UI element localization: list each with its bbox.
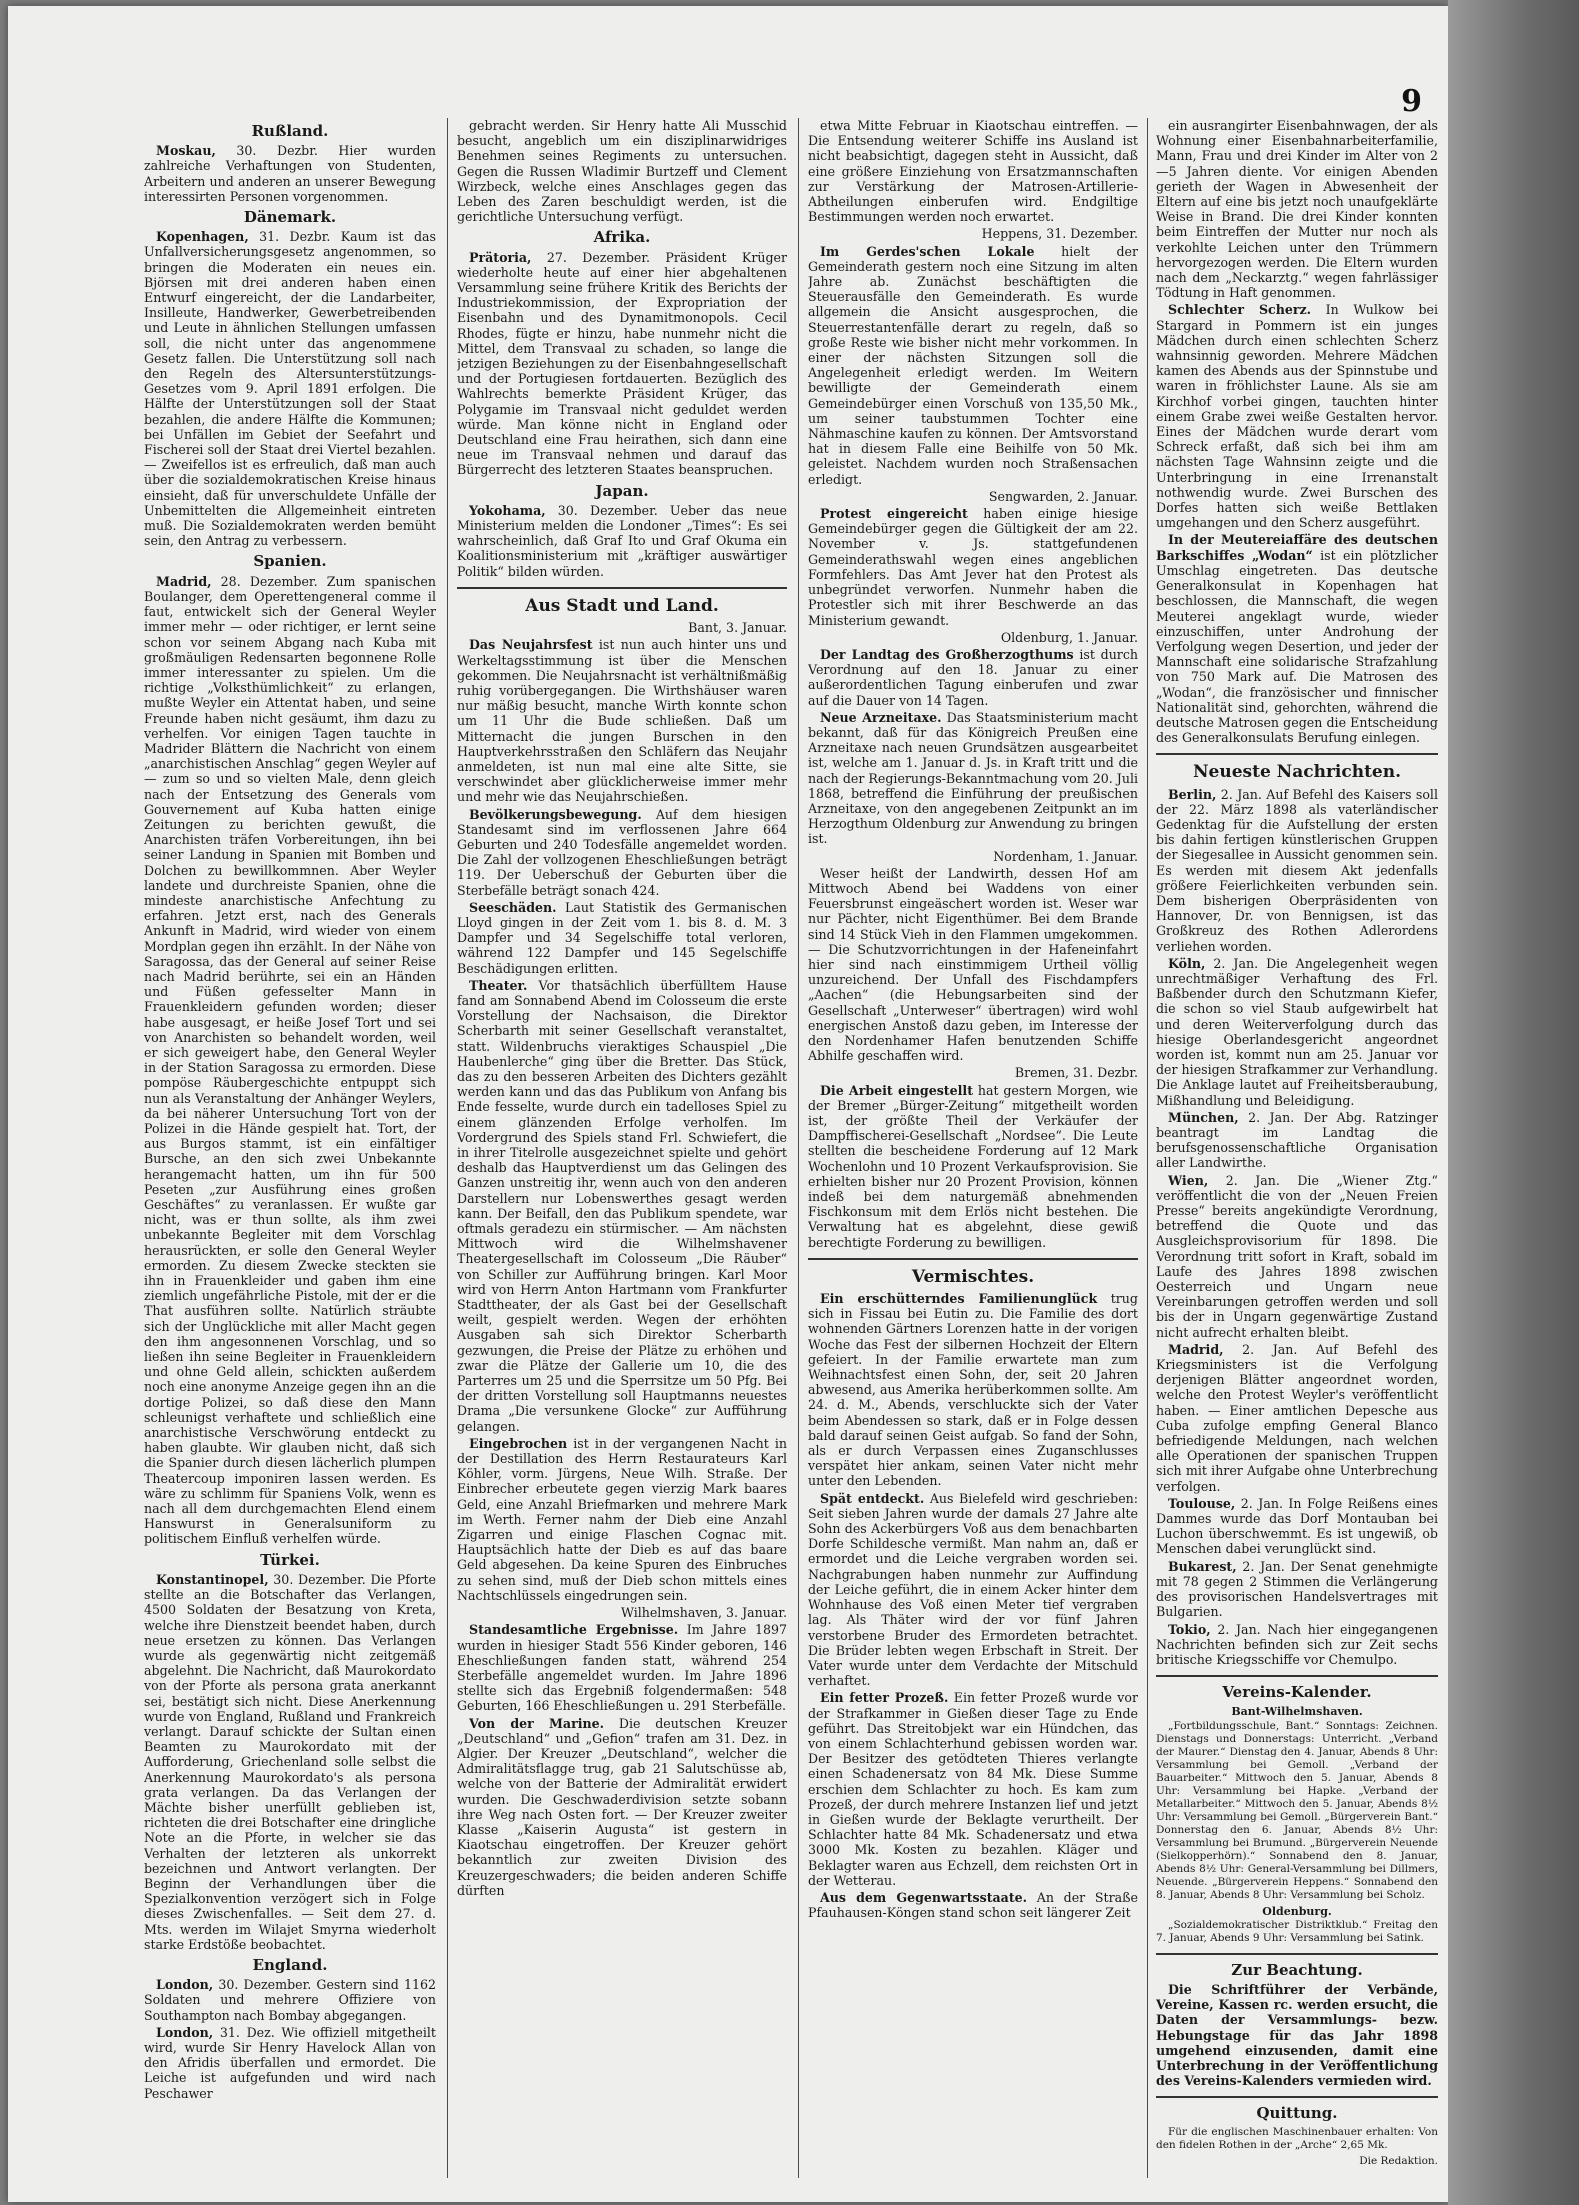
article-lead: Spät entdeckt.: [820, 1490, 925, 1506]
article-lead: Eingebrochen: [469, 1435, 568, 1451]
article-lead: London,: [156, 2024, 214, 2040]
article-lead: Das Neujahrsfest: [469, 637, 593, 653]
article-paragraph: [1156, 532, 1438, 745]
article-paragraph: [808, 244, 1138, 487]
article-lead: Konstantinopel,: [156, 1571, 269, 1587]
article-lead: Bukarest,: [1168, 1558, 1237, 1574]
article-text: Vor thatsächlich überfülltem Hause fand am Sonnabend Abend im Colosseum die erste Vorstellung der Nachsaison, die Direktor Scherbarth mit seiner Gesellschaft veranstaltet, statt. Wildenbruchs vieraktiges Schauspiel „Die Haubenlerche“ ging über die Bretter. Das Stück, das zu den besseren Arbeiten des Dichters gezählt werden kann und das das Publikum von Anfang bis Ende fesselte, wurde durch ein tadelloses Spiel zu einem glänzenden Erfolge verholfen. Im Vordergrund des Spiels stand Frl. Schwiefert, die in ihrer Titelrolle ausgezeichnet spielte und gehört deshalb das Hauptverdienst um das Gelingen des Ganzen unstreitig ihr, wenn auch von den anderen Darstellern nur Lobenswerthes gesagt werden kann. Der Beifall, den das Publikum spendete, war oftmals geradezu ein stürmischer. — Am nächsten Mittwoch wird die Wilhelmshavener Theatergesellschaft im Colosseum „Die Räuber“ von Schiller zur Aufführung bringen. Karl Moor wird von Herrn Anton Hartmann vom Frankfurter Stadttheater, der als Gast bei der Gesellschaft weilt, gespielt werden. Wegen der erhöhten Ausgaben sah sich Direktor Scherbarth gezwungen, die Preise der Plätze zu erhöhen und zwar die Plätze der Gallerie um 10, die des Parterres um 25 und die Sperrsitze um 50 Pfg. Bei der dritten Vorstellung soll Hauptmanns neuestes Drama „Die versunkene Glocke“ zur Aufführung gelangen.: [457, 977, 787, 1434]
article-text: Laut Statistik des Germanischen Lloyd gingen in der Zeit vom 1. bis 8. d. M. 3 Dampfer und 34 Segelschiffe total verloren, während 122 Dampfer und 145 Segelschiffe Beschädigungen erlitten.: [457, 899, 787, 976]
article-text: ist in der vergangenen Nacht in der Destillation des Herrn Restaurateurs Karl Köhler, vorm. Jürgens, Neue Wilh. Straße. Der Einbrecher erbeutete gegen vierzig Mark baares Geld, eine Anzahl Briefmarken und mehrere Mark im Werth. Ferner nahm der Dieb eine Anzahl Zigarren und einige Flaschen Cognac mit. Hauptsächlich hatte der Dieb es auf das baare Geld abgesehen. Da keine Spuren des Einbruches zu sehen sind, muß der Dieb schon mittels eines Nachtschlüssels eingedrungen sein.: [457, 1435, 787, 1603]
article-paragraph: [457, 978, 787, 1434]
article-paragraph: [457, 900, 787, 976]
article-paragraph: [457, 637, 787, 804]
article-text: 31. Dezbr. Kaum ist das Unfallversicherungsgesetz angenommen, so bringen die Moderaten ein neues ein. Björsen mit drei anderen haben einen Entwurf eingereicht, der die Landarbeiter, Insilleute, Handwerker, Gewerbetreibenden und Leute in ähnlichen Stellungen umfassen soll, die nicht unter das angenommene Gesetz fallen. Die Unterstützung soll nach den Regeln des Altersunterstützungs-Gesetzes vom 9. April 1891 erfolgen. Die Hälfte der Unterstützungen soll der Staat bezahlen, die andere Hälfte die Kommunen; bei Unfällen im Gebiet der Seefahrt und Fischerei soll der Staat drei Viertel bezahlen. — Zweifellos ist es erfreulich, daß man auch über die sozialdemokratischen Kreise hinaus einsieht, daß für unverschuldete Unfälle der Unbemittelten die Allgemeinheit eintreten muß. Die Sozialdemokraten werden bemüht sein, den Antrag zu verbessern.: [144, 229, 436, 549]
article-lead: Schlechter Scherz.: [1168, 302, 1312, 318]
dateline: Nordenham, 1. Januar.: [993, 848, 1138, 864]
section-heading: Aus Stadt und Land.: [525, 595, 719, 616]
dateline: Heppens, 31. Dezember.: [981, 226, 1138, 242]
article-text: 2. Jan. Die Angelegenheit wegen unrechtmäßiger Verhaftung des Frl. Baßbender durch den Schutzmann Kiefer, die schon so viel Staub aufgewirbelt hat und deren Weiterverfolgung durch das hiesige Oberlandesgericht angeordnet worden ist, kommt nun am 25. Januar vor der hiesigen Strafkammer zur Verhandlung. Die Anklage lautet auf Freiheitsberaubung, Mißhandlung und Beleidigung.: [1156, 955, 1438, 1108]
article-paragraph: [457, 1622, 787, 1713]
section-heading: Afrika.: [593, 228, 651, 247]
article-lead: Madrid,: [1168, 1341, 1224, 1357]
article-text: 2. Jan. Auf Befehl des Kriegsministers ist die Verfolgung derjenigen Blätter angeordnet worden, welche den Protest Weyler's veröffentlicht haben. — Einer amtlichen Depesche aus Cuba zufolge empfing General Blanco befriedigende Meldungen, nach welchen alle Operationen der spanischen Truppen sich mit ihrer Aufgabe ohne Unterbrechung verfolgen.: [1156, 1341, 1438, 1494]
column-divider: [798, 118, 799, 2178]
article-text: Das Staatsministerium macht bekannt, daß für das Königreich Preußen eine Arzneitaxe nach neuen Grundsätzen ausgearbeitet ist, welche am 1. Januar d. Js. in Kraft tritt und die nach der Regierungs-Bekanntmachung vom 20. Juli 1868, betreffend die Einführung der preußischen Arzneitaxe, von den angegebenen Zeitpunkt an im Herzogthum Oldenburg zur Anwendung zu bringen ist.: [808, 709, 1138, 847]
article-paragraph: [144, 229, 436, 548]
article-text: Im Jahre 1897 wurden in hiesiger Stadt 556 Kinder geboren, 146 Eheschließungen fanden statt, während 254 Sterbefälle angemeldet wurden. Im Jahre 1896 stellte sich das Ergebniß folgendermaßen: 548 Geburten, 166 Eheschließungen u. 291 Sterbefälle.: [457, 1622, 787, 1714]
article-lead: Neue Arzneitaxe.: [820, 709, 942, 725]
article-paragraph: [808, 710, 1138, 847]
article-lead: Von der Marine.: [469, 1715, 605, 1731]
article-lead: Der Landtag des Großherzogthums: [820, 646, 1074, 662]
article-paragraph: [144, 574, 436, 1547]
article-lead: München,: [1168, 1109, 1239, 1125]
article-text: Weser heißt der Landwirth, dessen Hof am Mittwoch Abend bei Waddens von einer Feuersbrunst eingeäschert worden ist. Weser war nur Pächter, nicht Eigenthümer. Bei dem Brande sind 14 Stück Vieh in den Flammen umgekommen. — Die Schutzvorrichtungen in der Hafeneinfahrt hier sind nach einstimmigem Urtheil völlig unzureichend. Der Unfall des Fischdampfers „Aachen“ (die Hebungsarbeiten sind der Gesellschaft „Unterweser“ übertragen) wird wohl energischen Anstoß dazu geben, im Interesse der den Nordenhamer Hafen benutzenden Schiffe Abhilfe geschaffen wird.: [808, 865, 1138, 1064]
column-1: [144, 118, 436, 2178]
article-text: In Wulkow bei Stargard in Pommern ist ein junges Mädchen durch einen schlechten Scherz wahnsinnig geworden. Mehrere Mädchen kamen des Abends aus der Spinnstube und waren in fröhlichster Laune. Als sie am Kirchhof vorbei gingen, tauchten hinter einem Grabe zwei weiße Gestalten hervor. Eines der Mädchen wurde derart vom Schreck erfaßt, daß sich bei ihm am nächsten Tage Wahnsinn zeigte und die Unterbringung in eine Irrenanstalt nothwendig wurde. Zwei Burschen des Dorfes hatten sich weiße Bettlaken umgehangen und den Scherz ausgeführt.: [1156, 302, 1438, 531]
column-3: [808, 118, 1138, 2178]
article-text: 30. Dezbr. Hier wurden zahlreiche Verhaftungen von Studenten, Arbeitern und anderen an unserer Bewegung interessirten Personen vorgenommen.: [144, 143, 436, 204]
article-text: gebracht werden. Sir Henry hatte Ali Musschid besucht, angeblich um ein disziplinarwidriges Benehmen seines Regiments zu untersuchen. Gegen die Russen Wladimir Burtzeff und Clement Wirzbeck, welche eines Anschlages gegen das Leben des Zaren beschuldigt werden, ist die gerichtliche Untersuchung verfügt.: [457, 118, 787, 225]
dateline: Wilhelmshaven, 3. Januar.: [620, 1605, 787, 1621]
small-print: „Fortbildungsschule, Bant.“ Sonntags: Zeichnen. Dienstags und Donnerstags: Unterricht. „Verband der Maurer.“ Dienstag den 4. Januar, Abends 8 Uhr: Versammlung bei Gemoll. „Verband der Bauarbeiter.“ Mittwoch den 5. Januar, Abends 8 Uhr: Versammlung bei Hapke. „Verband der Metallarbeiter.“ Mittwoch den 5. Januar, Abends 8½ Uhr: Versammlung bei Gemoll. „Bürgerverein Bant.“ Donnerstag den 6. Januar, Abends 8½ Uhr: Versammlung bei Brumund. „Bürgerverein Neuende (Sielkopperhörn).“ Sonnabend den 8. Januar, Abends 8½ Uhr: General-Versammlung bei Dillmers, Neuende. „Bürgerverein Heppens.“ Sonnabend den 8. Januar, Abends 8 Uhr: Versammlung bei Scholz.: [1156, 1719, 1438, 1901]
article-lead: Kopenhagen,: [156, 229, 249, 245]
article-lead: Im Gerdes'schen Lokale: [820, 243, 1035, 259]
article-paragraph: [457, 118, 787, 224]
article-paragraph: [1156, 1982, 1438, 2088]
article-lead: Köln,: [1168, 955, 1206, 971]
article-text: ist nun auch hinter uns und Werkeltagsstimmung ist über die Menschen gekommen. Die Neujahrsnacht ist verhältnißmäßig ruhig vorübergegangen. Die Wirthshäuser waren nur mäßig besucht, manche Wirth konnte schon um 11 Uhr die Bude schließen. Daß um Mitternacht die jungen Burschen in den Hauptverkehrsstraßen den Schläfern das Neujahr anmeldeten, ist nun mal eine alte Sitte, sie verschwindet aber glücklicherweise immer mehr und mehr wie das Neujahrschießen.: [457, 637, 787, 805]
article-paragraph: [1156, 118, 1438, 300]
article-text: etwa Mitte Februar in Kiaotschau eintreffen. — Die Entsendung weiterer Schiffe ins Ausland ist nicht beabsichtigt, dagegen steht in Aussicht, daß eine größere Einziehung von Ersatzmannschaften zur Verstärkung der Matrosen-Artillerie-Abtheilungen einberufen wird. Endgiltige Bestimmungen werden noch erwartet.: [808, 118, 1138, 225]
dateline: Bremen, 31. Dezbr.: [1014, 1065, 1138, 1081]
section-heading: Spanien.: [253, 552, 327, 571]
article-text: Aus Bielefeld wird geschrieben: Seit sieben Jahren wurde der damals 27 Jahre alte Sohn des Ackerbürgers Voß aus dem benachbarten Dorfe Schildesche vermißt. Man nahm an, daß er ermordet und die Leiche vergraben worden sei. Nachgrabungen haben nunmehr zur Auffindung der Leiche geführt, die in einem Acker hinter dem Wohnhause des Voß einen Meter tief vergraben lag. Als Thäter wird der vor fünf Jahren verstorbene Bruder des Ermordeten betrachtet. Die Brüder lebten wegen Erbschaft in Streit. Der Vater wurde unter dem Verdachte der Mitschuld verhaftet.: [808, 1490, 1138, 1689]
section-heading: Rußland.: [251, 122, 329, 140]
column-divider: [447, 118, 448, 2178]
newspaper-page: [8, 6, 1448, 2202]
signature-line: Die Redaktion.: [1359, 2154, 1438, 2167]
article-lead: Die Arbeit eingestellt: [820, 1082, 974, 1098]
article-lead: London,: [156, 1977, 214, 1993]
article-text: Auf dem hiesigen Standesamt sind im verflossenen Jahre 664 Geburten und 240 Todesfälle angemeldet worden. Die Zahl der vollzogenen Eheschließungen beträgt 119. Der Ueberschuß der Geburten über die Sterbefälle beträgt sonach 424.: [457, 806, 787, 898]
column-divider: [1147, 118, 1148, 2178]
article-paragraph: [144, 1572, 436, 1952]
article-paragraph: [457, 1436, 787, 1603]
article-lead: In der Meutereiaffäre des deutschen Barkschiffes „Wodan“: [1156, 532, 1438, 563]
article-paragraph: [1156, 1496, 1438, 1557]
section-heading: Türkei.: [260, 1550, 320, 1569]
article-paragraph: [1156, 956, 1438, 1108]
article-lead: Aus dem Gegenwartsstaate.: [820, 1889, 1028, 1905]
column-2: [457, 118, 787, 2178]
article-text: 30. Dezember. Ueber das neue Ministerium melden die Londoner „Times“: Es sei wahrscheinlich, daß Graf Ito und Graf Okuma ein Koalitionsministerium mit „kräftiger auswärtiger Politik“ bilden würden.: [457, 502, 787, 579]
dateline: Sengwarden, 2. Januar.: [988, 488, 1138, 504]
article-lead: Die Schriftführer der Verbände, Vereine, Kassen rc. werden ersucht, die Daten der Versammlungs- bezw. Hebungstage für das Jahr 1898 umgehend einzusenden, damit eine Unterbrechung in der Veröffentlichung des Vereins-Kalenders vermieden wird.: [1156, 1981, 1438, 2089]
article-text: 2. Jan. Nach hier eingegangenen Nachrichten befinden sich zur Zeit sechs britische Kriegsschiffe vor Chemulpo.: [1156, 1621, 1438, 1667]
article-text: 30. Dezember. Die Pforte stellte an die Botschafter das Verlangen, 4500 Soldaten der Besatzung von Kreta, welche ihre Dienstzeit beendet haben, durch neue ersetzen zu können. Das Verlangen wurde als gegenwärtig nicht zeitgemäß abgelehnt. Die Nachricht, daß Maurokordato von der Pforte als persona grata anerkannt sei, bestätigt sich nicht. Diese Anerkennung wurde von England, Rußland und Frankreich verlangt. Darauf schickte der Sultan einen Beamten zu Maurokordato mit der Aufforderung, Griechenland solle selbst die Anerkennung Maurokordato's als persona grata verlangen. Da das Verlangen der Mächte bisher unerfüllt geblieben ist, richteten die drei Botschafter eine dringliche Note an die Pforte, in welcher sie das Verhalten der letzteren als unkorrekt bezeichnen und Antwort verlangten. Der Beginn der Verhandlungen über die Spezialkonvention verzögert sich in Folge dieses Zwischenfalles. — Seit dem 27. d. Mts. werden im Wilajet Smyrna wiederholt starke Erdstöße beobachtet.: [144, 1571, 436, 1952]
article-text: Die deutschen Kreuzer „Deutschland“ und „Gefion“ trafen am 31. Dez. in Algier. Der Kreuzer „Deutschland“, welcher die Admiralitätsflagge trug, gab 21 Salutschüsse ab, welche von der Batterie der Admiralität erwidert wurden. Die Geschwaderdivision setzte sobann ihre Weg nach Osten fort. — Der Kreuzer zweiter Klasse „Kaiserin Augusta“ ist gestern in Kiaotschau eingetroffen. Der Kreuzer gehört bekanntlich zur zweiten Division des Kreuzergeschwaders; die beiden anderen Schiffe dürften: [457, 1715, 787, 1898]
article-text: hat gestern Morgen, wie der Bremer „Bürger-Zeitung“ mitgetheilt worden ist, der größte Theil der Verkäufer der Dampffischerei-Gesellschaft „Nordsee“. Die Leute stellten die bescheidene Forderung auf 12 Mark Wochenlohn und 10 Prozent Verkaufsprovision. Sie erhielten bisher nur 20 Prozent Provision, können indeß bei dem naturgemäß abnehmenden Fischkonsum mit dem Erlös nicht bestehen. Die Verwaltung hat es abgelehnt, diese gewiß berechtigte Forderung zu bewilligen.: [808, 1082, 1138, 1250]
article-text: 27. Dezember. Präsident Krüger wiederholte heute auf einer hier abgehaltenen Versammlung seine frühere Kritik des Berichts der Industriekommission, der Expropriation der Eisenbahn und des Dynamitmonopols. Cecil Rhodes, fügte er hinzu, habe nunmehr nicht die Mittel, dem Transvaal zu schaden, so lange die jetzigen Beziehungen zu der Eisenbahngesellschaft und der Portugiesen fortdauerten. Bezüglich des Wahlrechts bemerkte Präsident Krüger, das Polygamie im Transvaal nicht geduldet werden würde. Man könne nicht in England oder Deutschland eine Frau heirathen, sich dann eine neue im Transvaal nehmen und darauf das Bürgerrecht des letzteren Staates beanspruchen.: [457, 249, 787, 478]
page-edge-shadow: [1448, 0, 1579, 2205]
small-print: Für die englischen Maschinenbauer erhalten: Von den fidelen Rothen in der „Arche“ 2,65 Mk.: [1156, 2125, 1438, 2151]
section-heading: Vereins-Kalender.: [1222, 1683, 1372, 1702]
article-lead: Prätoria,: [469, 249, 532, 265]
article-text: 2. Jan. Der Senat genehmigte mit 78 gegen 2 Stimmen die Verlängerung des provisorischen Handelsvertrages mit Bulgarien.: [1156, 1558, 1438, 1620]
article-paragraph: [144, 1977, 436, 2023]
article-text: trug sich in Fissau bei Eutin zu. Die Familie des dort wohnenden Gärtners Lorenzen hatte in der vorigen Woche das Fest der silbernen Hochzeit der Eltern gefeiert. In der Familie erwartete man zum Weihnachtsfest einen Sohn, der, seit 20 Jahren abwesend, aus Amerika herüberkommen sollte. Am 24. d. M., Abends, verschluckte sich der Vater beim Abendessen so stark, daß er in Folge dessen bald darauf seinen Geist aufgab. So fand der Sohn, als er durch Verpassen eines Zuganschlusses verspätet hier ankam, seinen Vater nicht mehr unter den Lebenden.: [808, 1291, 1138, 1489]
article-text: 2. Jan. Der Abg. Ratzinger beantragt im Landtag die berufsgenossenschaftliche Organisation aller Landwirthe.: [1156, 1109, 1438, 1171]
section-rule: [457, 587, 787, 589]
article-text: 2. Jan. Die „Wiener Ztg.“ veröffentlicht die von der „Neuen Freien Presse“ bereits angekündigte Verordnung, betreffend die Quote und das Ausgleichsprovisorium für 1898. Die Verordnung tritt sofort in Kraft, sobald im Laufe des Jahres 1898 zwischen Oesterreich und Ungarn neue Vereinbarungen getroffen werden und soll bis der in Ungarn gegenwärtige Zustand nicht aufrecht erhalten bleibt.: [1156, 1172, 1438, 1340]
article-text: An der Straße Pfauhausen-Köngen stand schon seit längerer Zeit: [808, 1889, 1138, 1921]
article-text: ein ausrangirter Eisenbahnwagen, der als Wohnung einer Eisenbahnarbeiterfamilie, Mann, Frau und drei Kinder im Alter von 2—5 Jahren diente. Vor einigen Abenden gerieth der Wagen in Abwesenheit der Eltern auf eine bis jetzt noch unaufgeklärte Weise in Brand. Die drei Kinder konnten beim Eintreffen der Mutter nur noch als verkohlte Leichen unter den Trümmern hervorgezogen werden. Die Eltern wurden nach dem „Neckarztg.“ wegen fahrlässiger Tödtung in Haft genommen.: [1156, 118, 1438, 301]
article-paragraph: [144, 143, 436, 204]
article-paragraph: [808, 1083, 1138, 1250]
article-paragraph: [1156, 1559, 1438, 1620]
article-paragraph: [457, 250, 787, 478]
section-heading: Neueste Nachrichten.: [1192, 762, 1402, 783]
article-lead: Moskau,: [156, 143, 216, 159]
article-text: 2. Jan. Auf Befehl des Kaisers soll der 22. März 1898 als vaterländischer Gedenktag für die Aufstellung der ersten bis dahin fertigen künstlerischen Gruppen der Siegesallee in Aussicht genommen sein. Es werden mit diesem Akt jedenfalls größere Feierlichkeiten verbunden sein. Dem bisherigen Oberpräsidenten von Hannover, Dr. von Bennigsen, ist das Großkreuz des Rothen Adlerordens verliehen worden.: [1156, 786, 1438, 954]
article-paragraph: [808, 1690, 1138, 1888]
article-paragraph: [457, 503, 787, 579]
article-text: hielt der Gemeinderath gestern noch eine Sitzung im alten Jahre ab. Zunächst beschäftigten die Steuerausfälle den Gemeinderath. Es wurde allgemein die Ansicht ausgesprochen, die Steuerrestantenfälle derart zu regeln, daß so große Reste wie bisher nicht mehr vorkommen. In einer der nächsten Sitzungen soll die Angelegenheit erledigt werden. Im Weitern bewilligte der Gemeinderath einem Gemeindebürger einen Vorschuß von 135,50 Mk., um seiner taubstummen Tochter eine Nähmaschine kaufen zu können. Der Amtsvorstand hat in diesem Falle eine Beihilfe von 50 Mk. geleistet. Nachdem wurden noch Straßensachen erledigt.: [808, 243, 1138, 487]
article-lead: Bevölkerungsbewegung.: [469, 806, 642, 822]
article-lead: Tokio,: [1168, 1621, 1211, 1637]
article-paragraph: [808, 1890, 1138, 1920]
article-text: 28. Dezember. Zum spanischen Boulanger, dem Operettengeneral comme il faut, entwickelt sich der General Weyler immer mehr — oder richtiger, er lernt seine schon vor seinem Abgang nach Kuba mit großmäuligen Redensarten begonnene Rolle immer interessanter zu spielen. Um die richtige „Volksthümlichkeit“ zu erlangen, mußte Weyler ein Attentat haben, und seine Freunde haben nicht gesäumt, ihm dazu zu verhelfen. Vor einigen Tagen tauchte in Madrider Blättern die Nachricht von einem „anarchistischen Anschlag“ gegen Weyler auf — zum so und so vielten Male, denn gleich nach der Entsetzung des Generals vom Gouvernement auf Kuba hatten einige Zeitungen zu berichten gewußt, die Anarchisten träfen Vorbereitungen, ihn bei seiner Landung in Spanien mit Bomben und Dolchen zu bewillkommnen. Aber Weyler landete und durchreiste Spanien, ohne die mindeste anarchistische Anfechtung zu erfahren. Jetzt erst, nach des Generals Ankunft in Madrid, wird wieder von einem Mordplan gegen ihn erzählt. In der Nähe von Saragossa, das der General auf seiner Reise nach Madrid berührte, sei ein an Händen und Füßen gefesselter Mann in Frauenkleidern gefunden worden; dieser habe ausgesagt, er heiße Josef Tort und sei von Anarchisten so behandelt worden, weil er sich geweigert habe, den General Weyler in der Station Saragossa zu ermorden. Diese pompöse Räubergeschichte entpuppt sich nun als Veranstaltung der Anhänger Weylers, da bei näherer Untersuchung Tort von der Polizei in die Hände gespielt hat. Tort, der aus Burgos stammt, ist ein einfältiger Bursche, an den sich zwei Unbekannte herangemacht hatten, um ihn für 500 Peseten „zur Ausführung eines großen Geschäftes“ zu veranlassen. Er wußte gar nicht, was er thun sollte, als ihm zwei unbekannte Begleiter mit dem Vorschlag herausrückten, er solle den General Weyler ermorden. Zu diesem Zwecke steckten sie ihn in Frauenkleider und gaben ihm eine ziemlich ungefährliche Pistole, mit der er die That ausführen sollte. Natürlich sträubte sich der Unglückliche mit aller Macht gegen den ihm angesonnenen Vorschlag, und so ließen ihn seine Begleiter in Frauenkleidern und ohne Geld allein, schickten außerdem noch eine anonyme Anzeige gegen ihn an die dortige Polizei, so daß diese den Mann schleunigst verhaftete und schließlich eine anarchistische Verschwörung entdeckt zu haben glaubte. Wir glauben nicht, daß sich die Spanier durch diesen lächerlich plumpen Theatercoup imponiren lassen werden. Es wäre zu schlimm für Spaniens Volk, wenn es nach all dem durchgemachten Elend einem Hanswurst in Generalsuniform zu politischem Einfluß verhelfen würde.: [144, 573, 436, 1547]
article-paragraph: [1156, 1173, 1438, 1340]
article-text: ist ein plötzlicher Umschlag eingetreten. Das deutsche Generalkonsulat in Kopenhagen hat beschlossen, die Mannschaft, die wegen Meuterei angeklagt wurde, wieder einzuschiffen, unter Androhung der Verfolgung wegen Desertion, und jeder der Mannschaft eine solidarische Strafzahlung von 750 Mark auf. Die Matrosen des „Wodan“, die französischer und finnischer Nationalität sind, gehorchten, während die deutsche Matrosen gegen die Entscheidung des Generalkonsulats Berufung einlegen.: [1156, 547, 1438, 746]
article-lead: Theater.: [469, 977, 528, 993]
article-lead: Protest eingereicht: [820, 506, 968, 522]
dateline: Bant, 3. Januar.: [688, 620, 787, 636]
article-lead: Madrid,: [156, 573, 212, 589]
section-heading: England.: [252, 1955, 328, 1974]
section-rule: [1156, 2096, 1438, 2098]
article-text: 31. Dez. Wie offiziell mitgetheilt wird, wurde Sir Henry Havelock Allan von den Afridis überfallen und ermordet. Die Leiche ist aufgefunden und wird nach Peschawer: [144, 2024, 436, 2101]
article-lead: Seeschäden.: [469, 899, 557, 915]
dateline: Oldenburg, 1. Januar.: [1000, 629, 1138, 645]
section-heading: Vermischtes.: [911, 1266, 1035, 1287]
article-paragraph: [1156, 1622, 1438, 1668]
section-rule: [1156, 1675, 1438, 1677]
section-heading: Japan.: [595, 481, 649, 500]
article-text: 2. Jan. In Folge Reißens eines Dammes wurde das Dorf Montauban bei Luchon überschwemmt. Es ist ungewiß, ob Menschen dabei verunglückt sind.: [1156, 1495, 1438, 1557]
article-paragraph: [1156, 787, 1438, 954]
article-lead: Toulouse,: [1168, 1495, 1236, 1511]
article-paragraph: [457, 1716, 787, 1898]
article-paragraph: [808, 118, 1138, 224]
article-lead: Ein erschütterndes Familienunglück: [820, 1291, 1098, 1307]
article-lead: Yokohama,: [469, 502, 546, 518]
article-text: ist durch Verordnung auf den 18. Januar zu einer außerordentlichen Tagung einberufen und zwar auf die Dauer von 14 Tagen.: [808, 646, 1138, 708]
section-heading: Dänemark.: [243, 208, 337, 227]
article-lead: Standesamtliche Ergebnisse.: [469, 1622, 679, 1638]
section-heading: Zur Beachtung.: [1231, 1960, 1363, 1979]
article-paragraph: [808, 866, 1138, 1064]
article-paragraph: [457, 807, 787, 898]
article-text: Ein fetter Prozeß wurde vor der Strafkammer in Gießen dieser Tage zu Ende geführt. Das Streitobjekt war ein Hündchen, das von einem Schlachterhund gebissen worden war. Der Besitzer des getödteten Thieres verlangte einen Schadenersatz von 84 Mk. Diese Summe erschien dem Schlachter zu hoch. Es kam zum Prozeß, der durch mehrere Instanzen lief und jetzt in Gießen wurde der Beklagte verurtheilt. Der Schlachter hatte 84 Mk. Schadenersatz und etwa 3000 Mk. Kosten zu bezahlen. Kläger und Beklagter waren aus Echzell, dem reichsten Ort in der Wetterau.: [808, 1690, 1138, 1888]
small-print: „Sozialdemokratischer Distriktklub.“ Freitag den 7. Januar, Abends 9 Uhr: Versammlung bei Satink.: [1156, 1918, 1438, 1944]
article-text: 30. Dezember. Gestern sind 1162 Soldaten und mehrere Offiziere von Southampton nach Bombay abgegangen.: [144, 1977, 436, 2023]
section-rule: [1156, 1953, 1438, 1955]
article-paragraph: [1156, 302, 1438, 530]
section-rule: [808, 1258, 1138, 1260]
article-lead: Berlin,: [1168, 786, 1217, 802]
article-paragraph: [1156, 1110, 1438, 1171]
article-paragraph: [808, 647, 1138, 708]
article-lead: Ein fetter Prozeß.: [820, 1690, 949, 1706]
article-paragraph: [808, 1291, 1138, 1489]
article-paragraph: [1156, 1342, 1438, 1494]
column-4: [1156, 118, 1438, 2178]
article-paragraph: [144, 2025, 436, 2101]
calendar-subheading: Bant-Wilhelmshaven.: [1231, 1705, 1363, 1719]
section-heading: Quittung.: [1256, 2104, 1338, 2123]
article-text: haben einige hiesige Gemeindebürger gegen die Gültigkeit der am 22. November v. Js. stattgefundenen Gemeinderathswahl wegen eines angeblichen Formfehlers. Das Amt Jever hat den Protest als unbegründet verworfen. Nunmehr haben die Protestler sich mit ihrer Beschwerde an das Ministerium gewandt.: [808, 506, 1138, 628]
article-lead: Wien,: [1168, 1172, 1209, 1188]
article-paragraph: [808, 506, 1138, 628]
article-paragraph: [808, 1491, 1138, 1689]
section-rule: [1156, 753, 1438, 755]
calendar-subheading: Oldenburg.: [1262, 1904, 1332, 1918]
page-number: 9: [1401, 84, 1422, 119]
